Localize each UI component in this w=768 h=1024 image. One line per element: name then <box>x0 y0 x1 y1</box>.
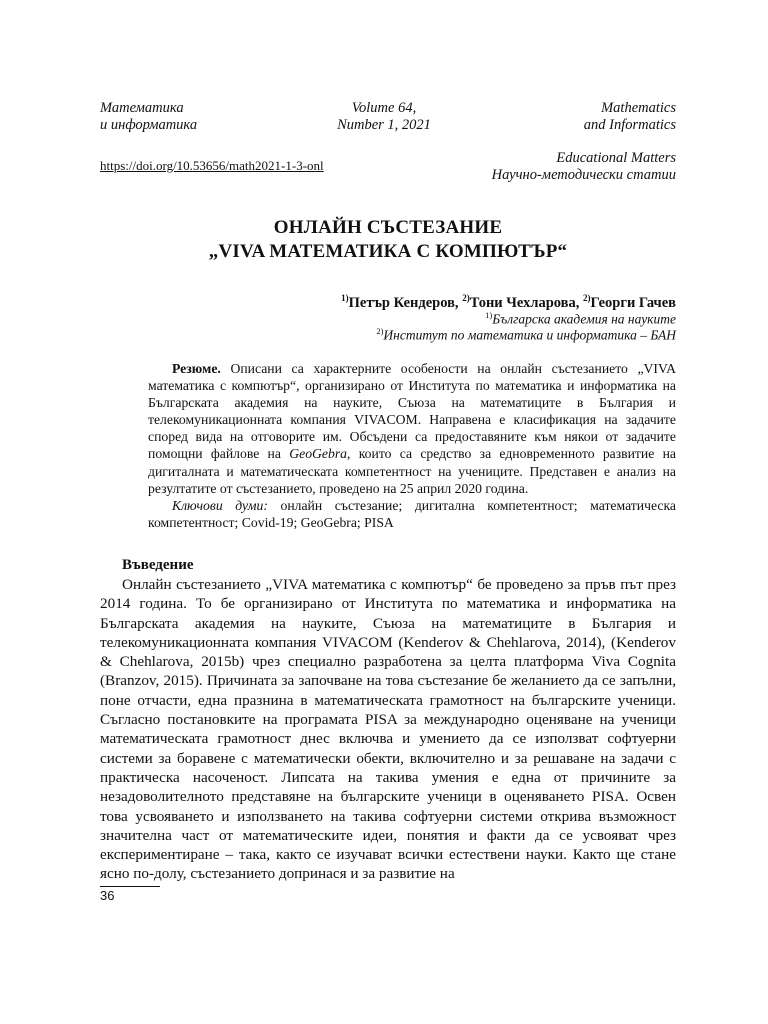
abstract-text: Описани са характерните особености на онлайн състезанието „VIVA математика с компютър“, организирано от Института по математика и информатика на Българската академия на науките, Съюза на математиците в България и телекомуникационната компания VIVACOM. Направена е класификация на задачите според вида на отговорите им. Обсъдени са предоставяните към някои от задачите помощни файлове на <box>148 361 676 462</box>
journal-name-bg-line2: и информатика <box>100 117 198 133</box>
affiliation-2 <box>376 326 676 344</box>
affiliation-text: Българска академия на науките <box>492 311 676 327</box>
section-label-en: Educational Matters <box>556 150 676 166</box>
keywords-text: онлайн състезание; дигитална компетентност; математическа компетентност; Covid-19; GeoGebra; PISA <box>148 497 676 530</box>
article-title <box>100 216 676 264</box>
affiliation-marker: 2) <box>376 326 384 336</box>
author-name: Петър Кендеров, <box>348 294 463 311</box>
author-list <box>341 293 676 312</box>
affiliation-text: Институт по математика и информатика – БАН <box>383 327 676 343</box>
section-label-bg: Научно-методически статии <box>491 167 676 183</box>
abstract <box>148 360 676 531</box>
intro-paragraph: Онлайн състезанието „VIVA математика с компютър“ бе проведено за пръв път през 2014 година. То бе организирано от Института по математика и информатика на Българската академия на науките, Съюза на математиците в България и телекомуникационната компания VIVACOM (Kenderov & Chehlarova, 2014), (Kenderov & Chehlarova, 2015b) чрез специално разработена за целта платформа Viva Cognita (Branzov, 2015). Причината за започване на това състезание бе желанието да се запълни, поне отчасти, една празнина в математическата грамотност на българските ученици. Съгласно постановките на програмата PISA за международно оценяване на ученици математическата грамотност днес включва и умението да се използват софтуерни системи за боравене с математически обекти, включително и за решаване на задачи с практическа насоченост. Липсата на такива умения е една от причините за незадоволителното представяне на българските ученици в оценяването PISA. Освен това усвояването и използването на такива софтуерни системи открива възможност значителна част от математическите идеи, понятия и факти да се усвояват чрез експериментиране – така, както се изучават всички естествени науки. Както ще стане ясно по-долу, състезанието допринася и за развитие на <box>100 576 676 883</box>
keywords-label: Ключови думи: <box>172 497 268 513</box>
author-name: Георги Гачев <box>590 294 676 311</box>
journal-name-en <box>584 100 676 134</box>
author-affiliation-marker: 1) <box>341 293 349 303</box>
journal-name-en-line2: and Informatics <box>583 117 676 133</box>
abstract-text-cont: , които са средство за едновременното развитие на дигиталната и математическата компетентност на учениците. Представен е анализ на резултатите от състезанието, проведено на 25 април 2020 година. <box>148 446 676 496</box>
abstract-geogebra: GeoGebra <box>289 446 348 462</box>
journal-name-en-line1: Mathematics <box>601 100 676 116</box>
page-number: 36 <box>100 888 115 903</box>
affiliation-marker: 1) <box>485 310 493 320</box>
abstract-paragraph <box>148 360 676 497</box>
section-label <box>492 150 676 184</box>
author-name: Тони Чехларова, <box>469 294 583 311</box>
keywords-paragraph <box>148 497 676 531</box>
affiliation-1 <box>485 310 676 328</box>
author-affiliation-marker: 2) <box>462 293 470 303</box>
intro-body <box>100 575 676 884</box>
number-line: Number 1, 2021 <box>337 117 431 133</box>
article-title-line1: ОНЛАЙН СЪСТЕЗАНИЕ <box>273 217 503 238</box>
volume-info <box>200 100 568 134</box>
abstract-label: Резюме. <box>172 361 221 376</box>
journal-name-bg <box>100 100 197 134</box>
author-affiliation-marker: 2) <box>583 293 591 303</box>
section-heading-intro: Въведение <box>122 557 194 573</box>
journal-name-bg-line1: Математика <box>100 100 184 116</box>
article-title-line2: „VIVA МАТЕМАТИКА С КОМПЮТЪР“ <box>208 241 568 262</box>
volume-line: Volume 64, <box>351 100 417 116</box>
footer-rule <box>100 886 160 887</box>
doi-link[interactable]: https://doi.org/10.53656/math2021-1-3-onl <box>100 158 324 173</box>
